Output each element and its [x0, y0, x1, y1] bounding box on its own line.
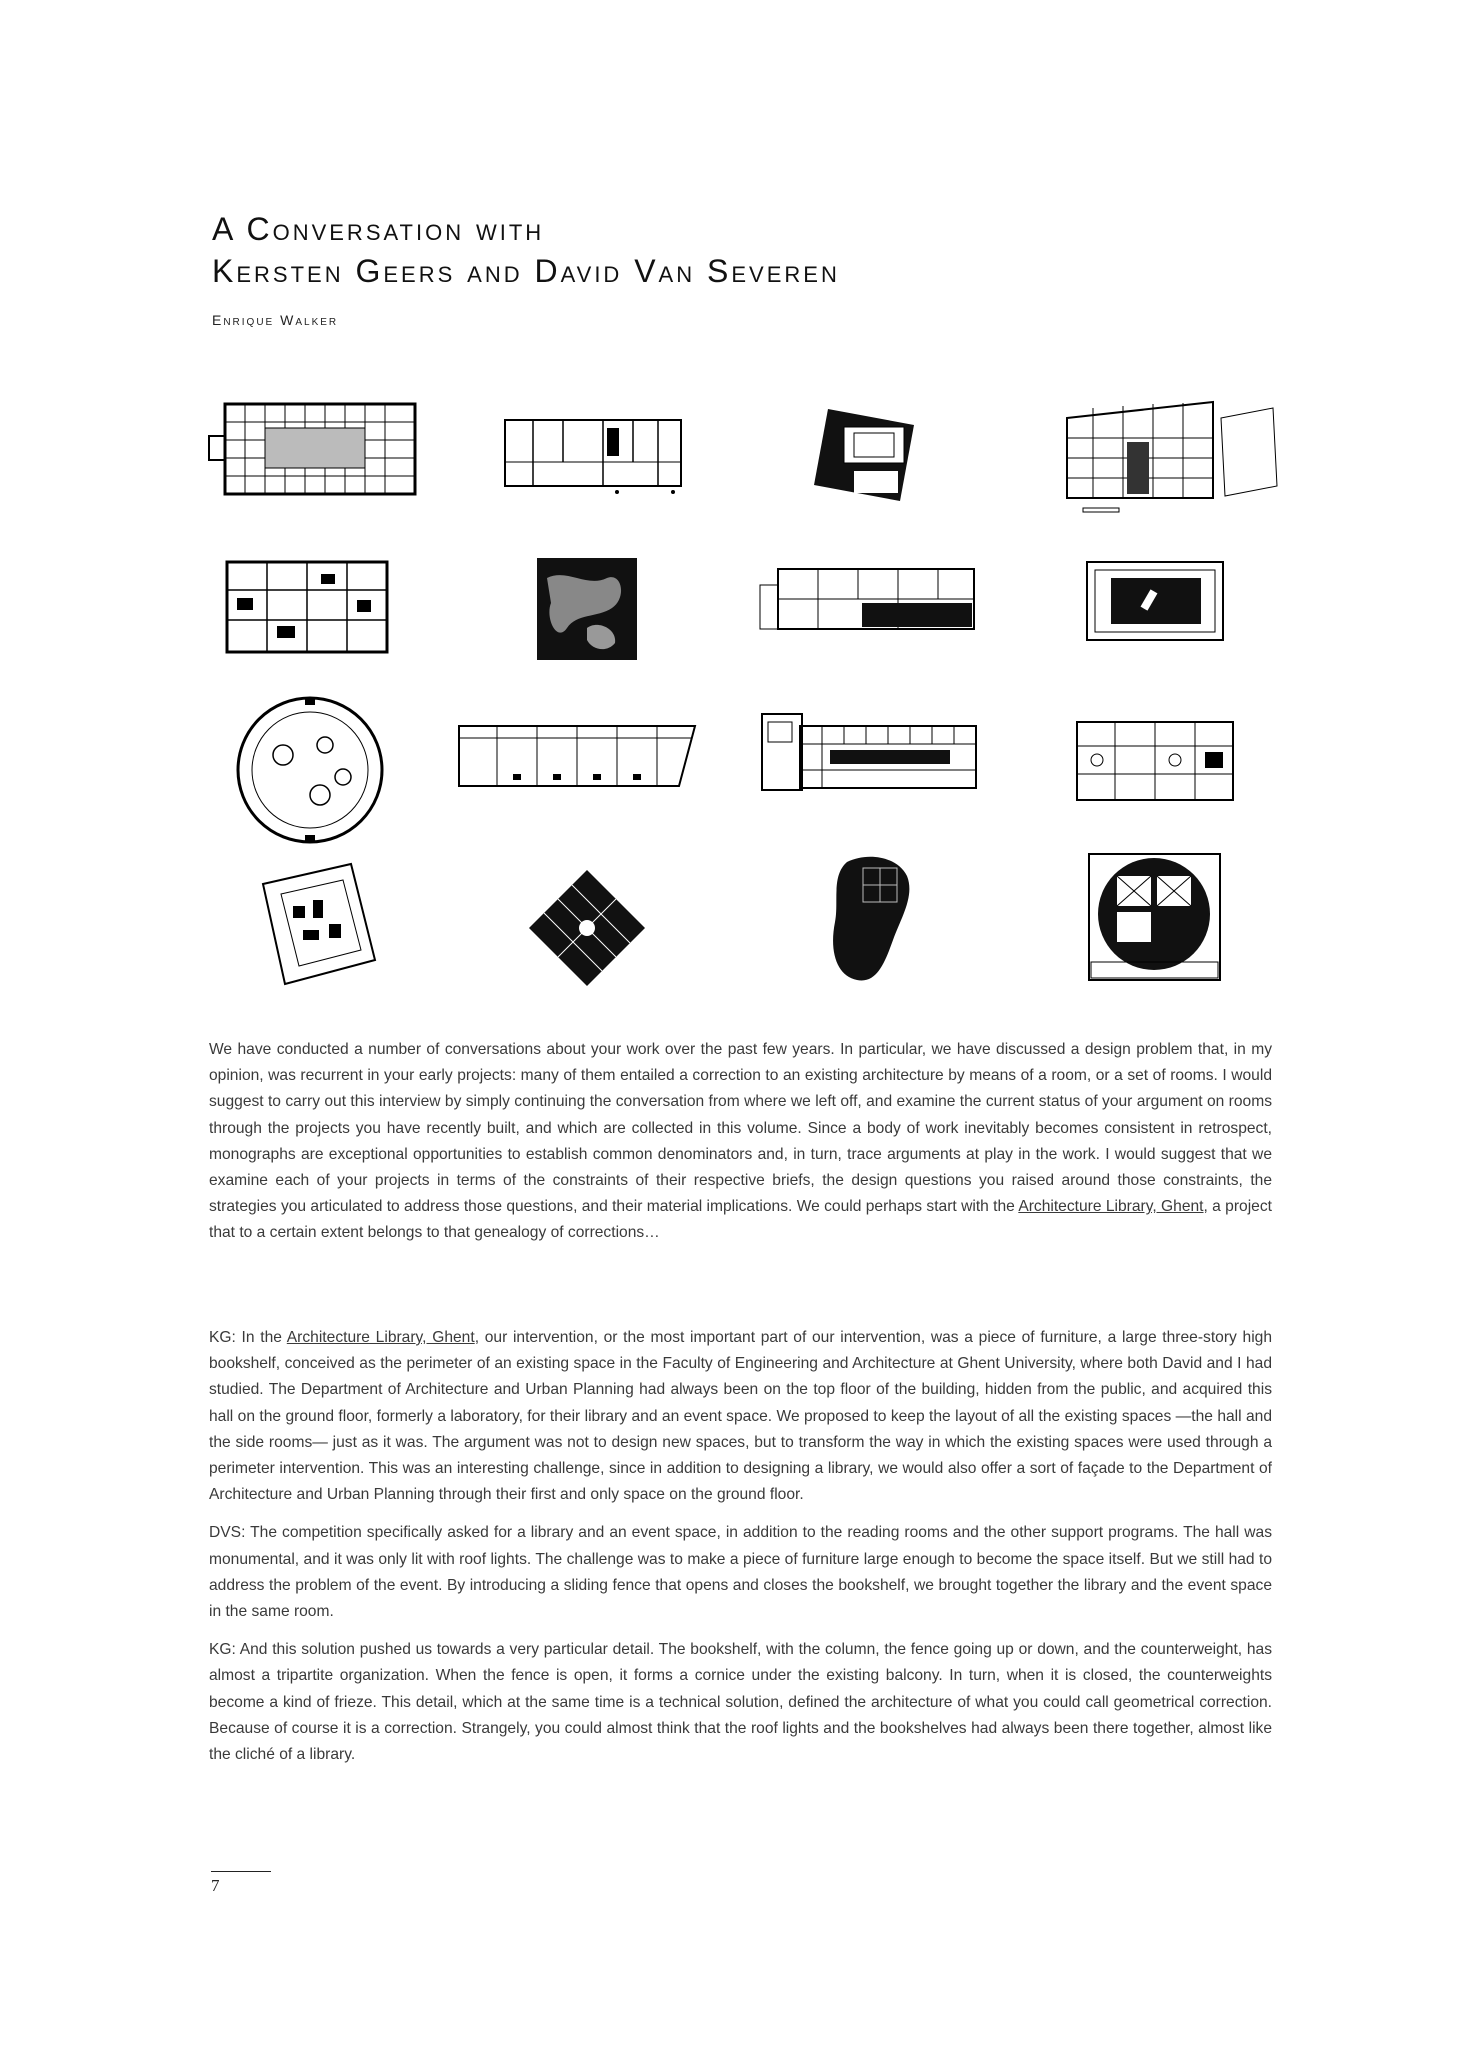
paragraph-text: DVS: The competition specifically asked for a library and an event space, in addition to the reading rooms and the other support programs. The hall was monumental, and it was only lit with roof lights. The challenge was to make a piece of furniture large enough to become the space itself. But we still had to address the problem of the event. By introducing a sliding fence that opens and closes the bookshelf, we brought together the library and the event space in the same room.: [209, 1524, 1272, 1621]
conversation-body: [209, 1325, 1272, 1780]
conversation-paragraph: [209, 1520, 1272, 1625]
plan-drawing: [827, 852, 917, 987]
title-line-2: Kersten Geers and David Van Severen: [212, 253, 840, 289]
article-title: [212, 208, 1312, 292]
plan-drawing: [457, 722, 697, 790]
paragraph-text: , our intervention, or the most important part of our intervention, was a piece of furniture, a large three-story high bookshelf, conceived as the perimeter of an existing space in the Faculty of Engineering and Architecture at Ghent University, where both David and I had studied. The Department of Architecture and Urban Planning had always been on the top floor of the building, hidden from the public, and acquired this hall on the ground floor, formerly a laboratory, for their library and an event space. We proposed to keep the layout of all the existing spaces —the hall and the side rooms— just as it was. The argument was not to design new spaces, but to transform the way in which the existing spaces were used through a perimeter intervention. This was an interesting challenge, since in addition to designing a library, we would also offer a sort of façade to the Department of Architecture and Urban Planning through their first and only space on the ground floor.: [209, 1329, 1273, 1504]
plan-drawing: [243, 860, 383, 990]
conversation-paragraph: [209, 1325, 1272, 1508]
plan-drawing: [537, 558, 637, 660]
paragraph-text: KG: And this solution pushed us towards a very particular detail. The bookshelf, with the column, the fence going up or down, and the counterweight, has almost a tripartite organization. When the fence is open, it forms a cornice under the existing balcony. In turn, when it is closed, the counterweights become a kind of frieze. This detail, which at the same time is a technical solution, defined the architecture of what you could call geometrical correction. Because of course it is a correction. Strangely, you could almost think that the roof lights and the bookshelves had always been there together, almost like the cliché of a library.: [209, 1641, 1272, 1764]
intro-paragraph: [209, 1037, 1272, 1259]
author-name: Enrique Walker: [212, 312, 339, 328]
plan-drawing: [1075, 720, 1235, 802]
architecture-library-link[interactable]: Architecture Library, Ghent: [286, 1329, 475, 1346]
page-number: 7: [211, 1876, 220, 1895]
plan-drawing: [1085, 560, 1225, 642]
intro-text: We have conducted a number of conversations about your work over the past few years. In particular, we have discussed a design problem that, in my opinion, was recurrent in your early projects: many of them entailed a correction to an existing architecture by means of a room, or a set of rooms. I would suggest to carry out this interview by simply continuing the conversation from where we left off, and examine the current status of your argument on rooms through the projects you have recently built, and which are collected in this volume. Since a body of work inevitably becomes consistent in retrospect, monographs are exceptional opportunities to establish common denominators and, in turn, trace arguments at play in the work. I would suggest that we examine each of your projects in terms of the constraints of their respective briefs, the design questions you raised around those constraints, the strategies you articulated to address those questions, and their material implications. We could perhaps start with the: [209, 1041, 1272, 1216]
paragraph-text: KG: In the: [209, 1329, 287, 1346]
footer-rule: [211, 1871, 271, 1872]
plan-drawing: [235, 695, 385, 845]
plan-drawing: [1087, 852, 1222, 982]
conversation-paragraph: [209, 1637, 1272, 1768]
plan-drawing: [527, 868, 647, 988]
plan-drawing: [810, 405, 920, 505]
intro-text-after: , a project that to a certain extent belongs to that genealogy of corrections…: [209, 1198, 1272, 1242]
plan-drawing: [503, 418, 683, 498]
plan-drawing: [205, 400, 425, 500]
plan-drawings-grid: [205, 390, 1285, 1000]
title-line-1: A Conversation with: [212, 211, 545, 247]
plan-drawing: [225, 560, 390, 655]
plan-drawing: [760, 712, 980, 794]
plan-drawing: [1063, 398, 1283, 518]
plan-drawing: [758, 565, 978, 637]
architecture-library-link[interactable]: Architecture Library, Ghent: [1018, 1198, 1204, 1216]
